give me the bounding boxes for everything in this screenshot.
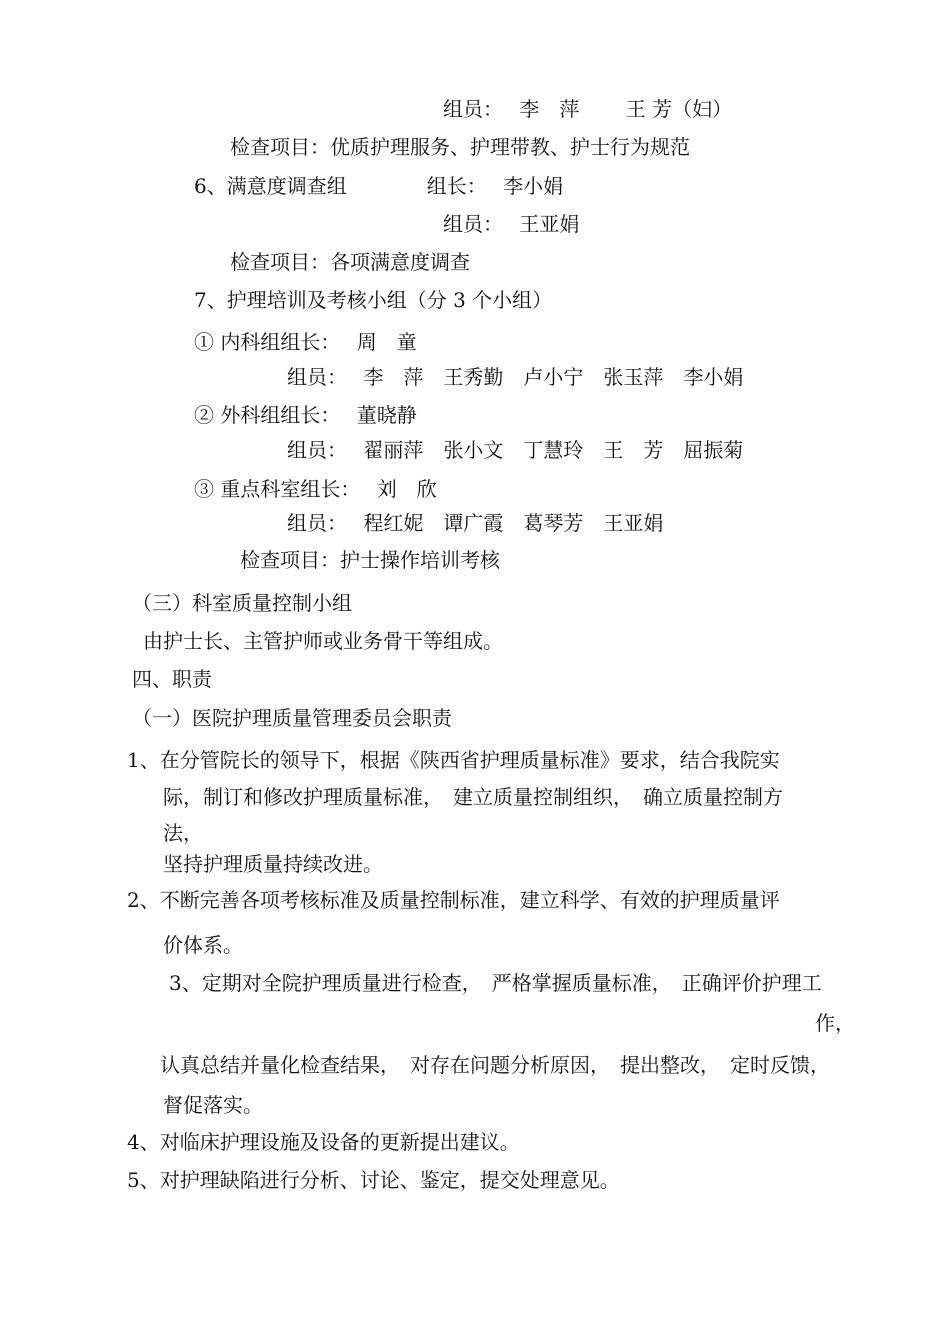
- text-line: 法，: [163, 821, 203, 845]
- text-line: 3、定期对全院护理质量进行检查， 严格掌握质量标准， 正确评价护理工: [169, 971, 822, 995]
- text-line: 由护士长、主管护师或业务骨干等组成。: [143, 629, 503, 653]
- text-line: 作，: [815, 1011, 855, 1035]
- text-line: 7、护理培训及考核小组（分 3 个小组）: [194, 288, 553, 312]
- text-line: （一）医院护理质量管理委员会职责: [132, 706, 452, 730]
- text-line: 督促落实。: [163, 1093, 263, 1117]
- text-line: 组员： 翟丽萍 张小文 丁慧玲 王 芳 屈振菊: [287, 438, 744, 462]
- text-line: 认真总结并量化检查结果， 对存在问题分析原因， 提出整改， 定时反馈，: [160, 1053, 830, 1077]
- text-line: 4、对临床护理设施及设备的更新提出建议。: [127, 1130, 520, 1154]
- text-line: 5、对护理缺陷进行分析、讨论、鉴定，提交处理意见。: [127, 1168, 620, 1192]
- text-line: 2、不断完善各项考核标准及质量控制标准，建立科学、有效的护理质量评: [127, 888, 780, 912]
- text-line: ③ 重点科室组长： 刘 欣: [194, 477, 437, 501]
- text-line: ① 内科组组长： 周 童: [194, 330, 417, 354]
- text-line: 1、在分管院长的领导下，根据《陕西省护理质量标准》要求，结合我院实: [127, 748, 780, 772]
- text-line: 际，制订和修改护理质量标准， 建立质量控制组织， 确立质量控制方: [163, 785, 783, 809]
- text-line: 检查项目：护士操作培训考核: [240, 548, 500, 572]
- text-line: 价体系。: [163, 933, 243, 957]
- text-line: 检查项目：优质护理服务、护理带教、护士行为规范: [230, 135, 690, 159]
- text-line: 组员： 李 萍 王 芳（妇）: [443, 97, 733, 121]
- text-line: 组员： 李 萍 王秀勤 卢小宁 张玉萍 李小娟: [287, 365, 744, 389]
- text-line: 检查项目：各项满意度调查: [230, 250, 470, 274]
- text-line: （三）科室质量控制小组: [132, 591, 352, 615]
- text-line: 6、满意度调查组 组长： 李小娟: [194, 174, 564, 198]
- text-line: 组员： 王亚娟: [443, 212, 580, 236]
- text-line: 坚持护理质量持续改进。: [163, 852, 383, 876]
- text-line: 四、职责: [132, 667, 212, 691]
- text-line: 组员： 程红妮 谭广霞 葛琴芳 王亚娟: [287, 511, 664, 535]
- text-line: ② 外科组组长： 董晓静: [194, 403, 417, 427]
